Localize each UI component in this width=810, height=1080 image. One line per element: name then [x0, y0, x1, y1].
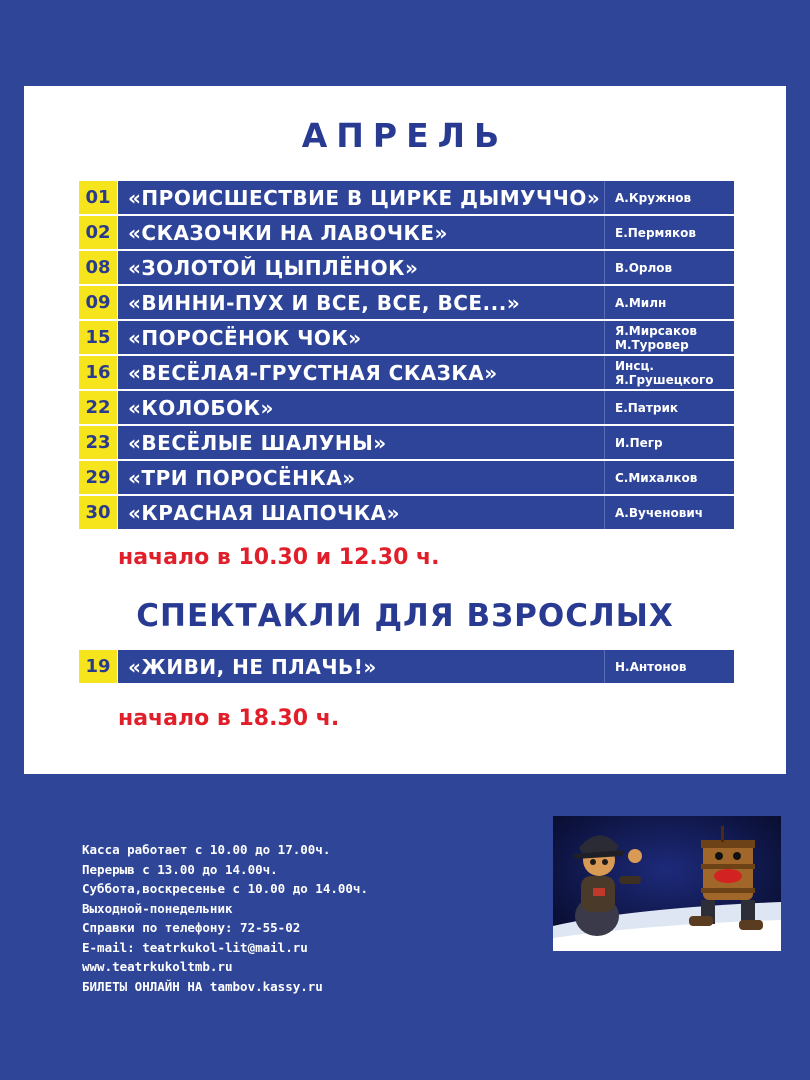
show-author: Н.Антонов: [604, 650, 734, 683]
info-line: Перерыв с 13.00 до 14.00ч.: [82, 861, 278, 877]
schedule-row[interactable]: [79, 321, 734, 354]
schedule-row[interactable]: [79, 391, 734, 424]
schedule-date: 02: [79, 216, 117, 249]
adult-heading: СПЕКТАКЛИ ДЛЯ ВЗРОСЛЫХ: [136, 598, 674, 634]
schedule-row[interactable]: [79, 216, 734, 249]
show-author: С.Михалков: [604, 461, 734, 494]
schedule-row[interactable]: [79, 496, 734, 529]
info-line: Справки по телефону: 72-55-02: [82, 920, 301, 935]
schedule-date: 15: [79, 321, 117, 354]
schedule-date: 01: [79, 181, 117, 214]
box-office-info: [82, 840, 368, 996]
schedule-date: 19: [79, 650, 117, 683]
show-author: Инсц. Я.Грушецкого: [604, 356, 734, 389]
kids-start-time: начало в 10.30 и 12.30 ч.: [118, 545, 440, 570]
puppets-photo: [553, 816, 781, 951]
show-title: «ТРИ ПОРОСЁНКА»: [117, 461, 604, 494]
schedule-date: 16: [79, 356, 117, 389]
show-author: А.Кружнов: [604, 181, 734, 214]
show-author: В.Орлов: [604, 251, 734, 284]
schedule-row[interactable]: [79, 181, 734, 214]
show-title: «КОЛОБОК»: [117, 391, 604, 424]
show-title: «ПРОИСШЕСТВИЕ В ЦИРКЕ ДЫМУЧЧО»: [117, 181, 604, 214]
month-title: АПРЕЛЬ: [301, 116, 509, 155]
info-line: Суббота,воскресенье с 10.00 до 14.00ч.: [82, 881, 368, 896]
show-title: «ВИННИ-ПУХ И ВСЕ, ВСЕ, ВСЕ...»: [117, 286, 604, 319]
show-author: Е.Пермяков: [604, 216, 734, 249]
info-line: Выходной-понедельник: [82, 900, 233, 916]
schedule-date: 08: [79, 251, 117, 284]
show-title: «ЖИВИ, НЕ ПЛАЧЬ!»: [117, 650, 604, 683]
schedule-date: 29: [79, 461, 117, 494]
tickets-online-link[interactable]: БИЛЕТЫ ОНЛАЙН НА tambov.kassy.ru: [82, 978, 323, 994]
info-line: Касса работает с 10.00 до 17.00ч.: [82, 842, 331, 857]
schedule-date: 30: [79, 496, 117, 529]
schedule-date: 23: [79, 426, 117, 459]
show-title: «СКАЗОЧКИ НА ЛАВОЧКЕ»: [117, 216, 604, 249]
schedule-date: 09: [79, 286, 117, 319]
puppets-illustration: [553, 816, 781, 951]
schedule-row[interactable]: [79, 461, 734, 494]
schedule-date: 22: [79, 391, 117, 424]
show-author: Я.Мирсаков М.Туровер: [604, 321, 734, 354]
show-author: А.Милн: [604, 286, 734, 319]
schedule-row[interactable]: [79, 426, 734, 459]
show-title: «ЗОЛОТОЙ ЦЫПЛЁНОК»: [117, 251, 604, 284]
show-title: «ВЕСЁЛАЯ-ГРУСТНАЯ СКАЗКА»: [117, 356, 604, 389]
show-author: Е.Патрик: [604, 391, 734, 424]
show-author: А.Вученович: [604, 496, 734, 529]
show-title: «КРАСНАЯ ШАПОЧКА»: [117, 496, 604, 529]
email-link[interactable]: E-mail: teatrkukol-lit@mail.ru: [82, 939, 308, 955]
adult-start-time: начало в 18.30 ч.: [118, 706, 340, 731]
show-title: «ВЕСЁЛЫЕ ШАЛУНЫ»: [117, 426, 604, 459]
schedule-row[interactable]: [79, 286, 734, 319]
show-author: И.Пегр: [604, 426, 734, 459]
schedule-row[interactable]: [79, 356, 734, 389]
website-link[interactable]: www.teatrkukoltmb.ru: [82, 959, 233, 974]
show-title: «ПОРОСЁНОК ЧОК»: [117, 321, 604, 354]
schedule-row[interactable]: [79, 650, 734, 683]
schedule-row[interactable]: [79, 251, 734, 284]
